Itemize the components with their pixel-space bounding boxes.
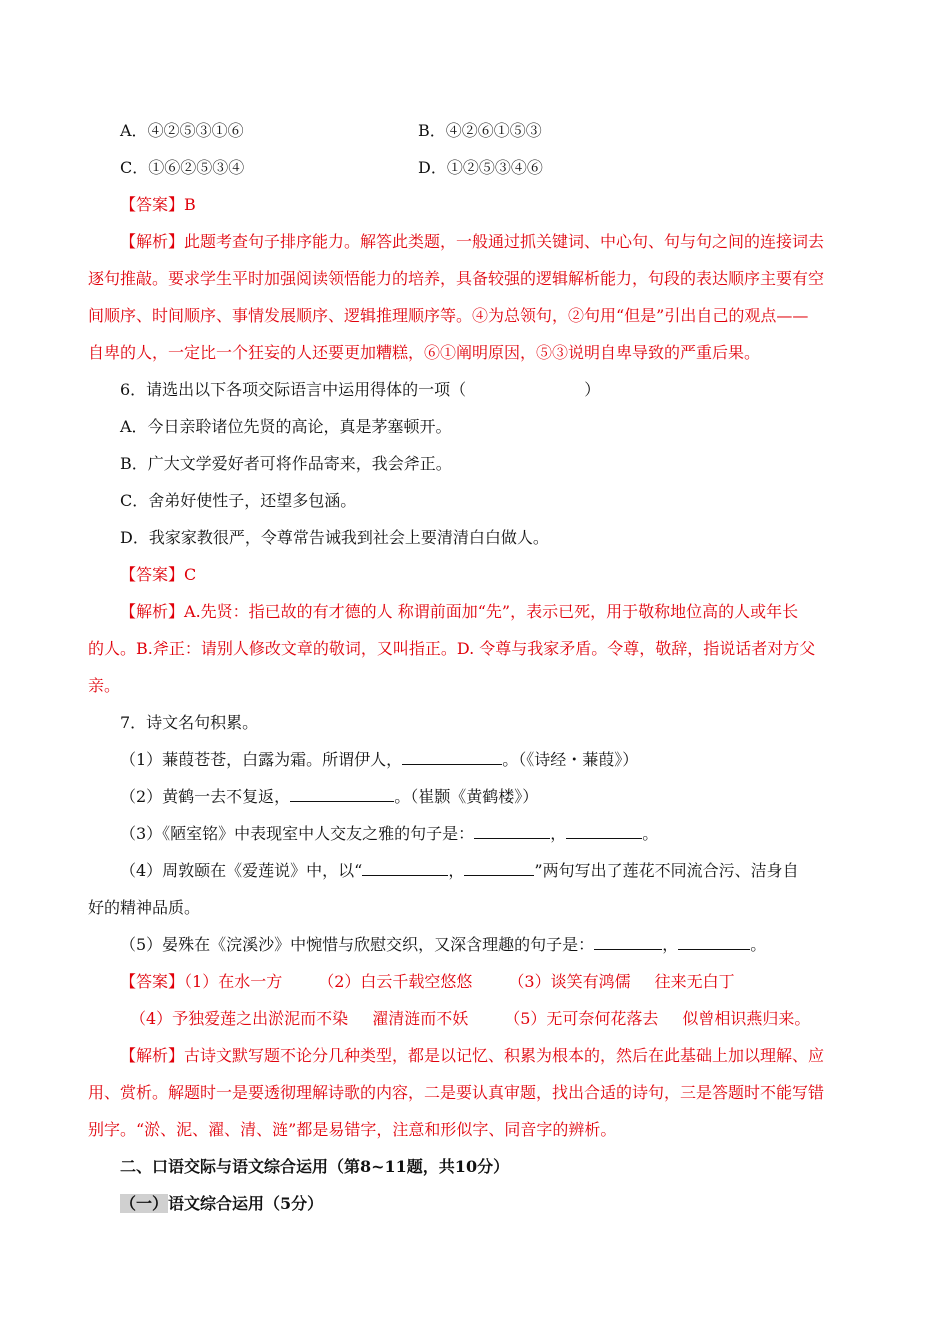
document-content (88, 112, 858, 1222)
q7-blank-5b (678, 927, 750, 950)
q7-blank-3a (474, 816, 550, 839)
q7-item-3: （3）《陋室铭》中表现室中人交友之雅的句子是： ， 。 (88, 815, 858, 852)
q7-blank-4a (362, 853, 448, 876)
section-2-subtitle: （一）语文综合运用（5分） (120, 1194, 324, 1213)
q6-analysis: 【解析】A.先贤：指已故的有才德的人 称谓前面加“先”，表示已死，用于敬称地位高的人或年长 的人。B.斧正：请别人修改文章的敬词，又叫指正。D. 令尊与我家矛盾。令尊，敬辞，指说话者对方父 亲。 (88, 602, 816, 695)
q6-option-c: C．舍弟好使性子，还望多包涵。 (120, 491, 357, 510)
q7-blank-5a (594, 927, 662, 950)
section-2-title: 二、口语交际与语文综合运用（第8~11题，共10分） (120, 1157, 510, 1176)
q7-blank-2 (290, 779, 394, 802)
q7-item-5: （5）晏殊在《浣溪沙》中惋惜与欣慰交织，又深含理趣的句子是： ， 。 (88, 926, 858, 963)
q7-item-4: （4）周敦颐在《爱莲说》中，以“ ， ”两句写出了莲花不同流合污、洁身自 好的精神品质。 (88, 852, 858, 926)
q5-option-c: C．①⑥②⑤③④ (120, 158, 245, 177)
q5-option-d: D．①②⑤③④⑥ (418, 158, 543, 177)
q7-answer-line-1: 【答案】（1）在水一方 （2）白云千载空悠悠 （3）谈笑有鸿儒 往来无白丁 (120, 972, 735, 991)
q7-blank-4b (464, 853, 534, 876)
q6-answer: 【答案】C (120, 565, 197, 584)
q7-analysis: 【解析】古诗文默写题不论分几种类型，都是以记忆、积累为根本的，然后在此基础上加以理解、应 用、赏析。解题时一是要透彻理解诗歌的内容，二是要认真审题，找出合适的诗句，三是答题时不能写错 别字。“淤、泥、濯、清、涟”都是易错字，注意和形似字、同音字的辨析。 (88, 1046, 825, 1139)
q7-stem: 7．诗文名句积累。 (120, 713, 259, 732)
q5-options-row-2 (88, 149, 858, 186)
q5-answer: 【答案】B (120, 195, 196, 214)
q7-answer-line-2: （4）予独爱莲之出淤泥而不染 濯清涟而不妖 （5）无可奈何花落去 似曾相识燕归来。 (130, 1009, 811, 1028)
q7-item-1: （1）蒹葭苍苍，白露为霜。所谓伊人， 。（《诗经・蒹葭》） (88, 741, 858, 778)
q7-blank-3b (566, 816, 642, 839)
q6-option-b: B．广大文学爱好者可将作品寄来，我会斧正。 (120, 454, 452, 473)
q5-options-row-1 (88, 112, 858, 149)
q6-option-d: D．我家家教很严，令尊常告诫我到社会上要清清白白做人。 (120, 528, 549, 547)
q7-item-2: （2）黄鹤一去不复返， 。（崔颢《黄鹤楼》） (88, 778, 858, 815)
q6-option-a: A．今日亲聆诸位先贤的高论，真是茅塞顿开。 (120, 417, 452, 436)
q5-option-a: A．④②⑤③①⑥ (120, 121, 244, 140)
q5-analysis: 【解析】此题考查句子排序能力。解答此类题，一般通过抓关键词、中心句、句与句之间的连接词去 逐句推敲。要求学生平时加强阅读领悟能力的培养，具备较强的逻辑解析能力，句段的表达顺序主要有空 间顺序、时间顺序、事情发展顺序、逻辑推理顺序等。④为总领句，②句用“但是”引出自己的观点—— 自卑的人，一定比一个狂妄的人还要更加糟糕，⑥①阐明原因，⑤③说明自卑导致的严重后果。 (88, 232, 825, 362)
q5-option-b: B．④②⑥①⑤③ (418, 121, 542, 140)
q6-stem: 6．请选出以下各项交际语言中运用得体的一项（ ） (120, 380, 601, 399)
q7-blank-1 (402, 742, 502, 765)
